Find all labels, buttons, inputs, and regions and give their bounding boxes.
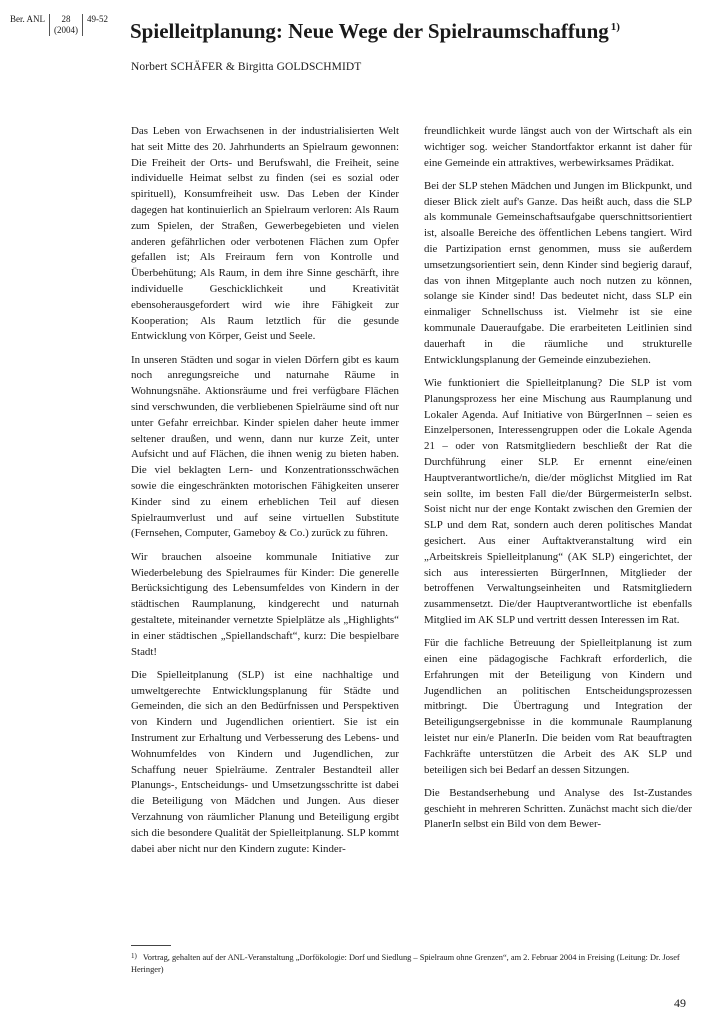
journal-reference [6,14,112,36]
journal-name: Ber. ANL [10,14,45,24]
paragraph: Das Leben von Erwachsenen in der industrialisierten Welt hat seit Mitte des 20. Jahrhunderts an Spielraum gewonnen: Die Freiheit der Orts- und Berufswahl, die Freiheit, seine individuelle Heimat selbst zu finden (sei es sozial oder spirituell), Konsumfreiheit usw. Das Leben der Kinder dagegen hat kontinuierlich an Spielraum verloren: Als Raum zum Spielen, der Straßen, Gewerbegebieten und vielen anderen gefährlichen oder verbotenen Flächen zum Opfer gefallen ist; Als Freiraum fern von Kontrolle und Überbehütung; Als Raum, in dem ihre Sinne geschärft, ihre individuelle Geschicklichkeit und Kreativität ebensoherausgefordert wird wie ihre Fähigkeit zur Kooperation; Als Raum letztlich für die gesunde Entwicklung von Körper, Geist und Seele. [131,125,399,343]
article-title [130,14,700,44]
footnote-text: Vortrag, gehalten auf der ANL-Veranstaltung „Dorfökologie: Dorf und Siedlung – Spielraum ohne Grenzen“, am 2. Februar 2004 in Freising (Leitung: Dr. Josef Heringer) [131,953,680,974]
title-footnote-mark: 1) [610,21,620,33]
paragraph: Die Bestandserhebung und Analyse des Ist-Zustandes geschieht in mehreren Schritten. Zunächst macht sich die/der PlanerIn selbst ein Bild von dem Bewer- [424,786,692,831]
volume-number: 28 [61,14,71,24]
article-authors: Norbert SCHÄFER & Birgitta GOLDSCHMIDT [131,61,362,73]
paragraph: In unseren Städten und sogar in vielen Dörfern gibt es kaum noch anregungsreiche und naturnahe Räume in Wohnungsnähe. Aktionsräume und frei verfügbare Flächen sind verschwunden, die verbliebenen Spielräume sind oft nur unter Gefahr erreichbar. Kinder spielen daher heute immer seltener draußen, und wenn, dann nur kurze Zeit, unter Aufsicht und auf Flächen, die ihnen wenig zu bieten haben. Die viel beklagten Lern- und Konzentrationsschwächen sowie die eingeschränkten motorischen Fähigkeiten unserer Kinder sind zu einem erheblichen Teil auf diesen Spielraumverlust und auf seine virtuellen Substitute (Fernsehen, Computer, Gameboy & Co.) zurück zu führen. [131,353,399,540]
paragraph: freundlichkeit wurde längst auch von der Wirtschaft als ein wichtiger sog. weicher Standortfaktor erkannt ist daher für eine Gemeinde ein attraktives, werbewirksames Prädikat. [424,125,692,169]
paragraph: Die Spielleitplanung (SLP) ist eine nachhaltige und umweltgerechte Entwicklungsplanung für Städte und Gemeinden, die sich an den Bedürfnissen und Perspektiven von Kindern und Jugendlichen orientiert. Sie ist ein Instrument zur Erhaltung und Verbesserung des Lebens- und Wohnumfeldes von Kindern und Jugendlichen, zur Schaffung neuer Spielräume. Zentraler Bestandteil aller Planungs-, Entscheidungs- und Umsetzungsschritte ist dabei die Beteiligung von Mädchen und Jungen. Aus dieser Verzahnung von räumlicher Planung und Beteiligung ergibt sich die besondere Qualität der Spielleitplanung. SLP kommt dabei aber nicht nur den Kindern zugute: Kinder- [131,668,399,855]
article-title-text: Spielleitplanung: Neue Wege der Spielraumschaffung [130,19,609,43]
volume-year [49,14,82,36]
page-number: 49 [674,996,686,1010]
page-range: 49-52 [82,14,112,36]
paragraph: Bei der SLP stehen Mädchen und Jungen im Blickpunkt, und dieser Blick zielt auf's Ganze. Das heißt auch, dass die SLP als kommunale Gemeinschaftsaufgabe querschnittsorientiert ist, alsoalle Bereiche des öffentlichen Lebens tangiert. Wird die Partizipation ernst genommen, muss sie außerdem umsetzungsorientiert sein, denn Kinder sind begierig darauf, das von ihnen Mitgeplante auch noch nutzen zu können, solange sie Kinder sind! Das bedeutet nicht, dass SLP ein einmaliger Schnellschuss ist. Vielmehr ist sie eine kommunale Daueraufgabe. Die erarbeiteten Leitlinien sind dauerhaft in die räumliche und strukturelle Entwicklungsplanung der Gemeinde einzubeziehen. [424,179,692,366]
paragraph: Für die fachliche Betreuung der Spielleitplanung ist zum einen eine pädagogische Fachkraft erforderlich, die Erfahrungen mit der Beteiligung von Kindern und Jugendlichen an politischen Entscheidungsprozessen mitbringt. Die Übertragung und Integration der Beteiligungsergebnisse in die kommunale Raumplanung leistet nur ein/e PlanerIn. Die beiden vom Rat beauftragten Fachkräfte unterstützen die Arbeit des AK SLP und beteiligen sich bei Bedarf an dessen Sitzungen. [424,637,692,776]
body-column-right [424,124,692,841]
footnote-mark: 1) [131,952,137,960]
volume-year-text: (2004) [54,25,78,35]
footnote-divider [131,945,171,946]
body-column-left [131,124,399,865]
paragraph: Wir brauchen alsoeine kommunale Initiative zur Wiederbelebung des Spielraumes für Kinder: Die generelle Berücksichtigung des Lebensumfeldes von Kindern in der städtischen Raumplanung, kindgerecht und naturnah gestaltete, miteinander vernetzte Spielplätze als „Highlights“ in einer städtischen „Spiellandschaft“, kurz: Die bespielbare Stadt! [131,550,399,658]
paragraph: Wie funktioniert die Spielleitplanung? Die SLP ist vom Planungsprozess her eine Mischung aus Raumplanung und Lokaler Agenda. Auf Initiative von BürgerInnen – seien es Einzelpersonen, Interessengruppen oder die Lokale Agenda 21 – oder von Ratsmitgliedern beschließt der Rat die Durchführung einer SLP. Er ernennt eine/einen Hauptverantwortliche/n, die/der möglichst Mitglied im Rat sein sollte, im besten Fall die/der BürgermeisterIn selbst. Soist nicht nur der enge Kontakt zwischen den Gremien der SLP und dem Rat, sondern auch deren politisches Mandat gesichert. Aus einer Auftaktveranstaltung wird ein „Arbeitskreis Spielleitplanung“ (AK SLP) eingerichtet, der sich aus interessierten BürgerInnen, Mitglieder der betroffenen Verwaltungseinheiten und Ratsmitgliedern zusammensetzt. Die/der Hauptverantwortliche ist ebenfalls Mitglied im AK SLP und vertritt dessen Interessen im Rat. [424,376,692,626]
footnote [131,951,696,975]
